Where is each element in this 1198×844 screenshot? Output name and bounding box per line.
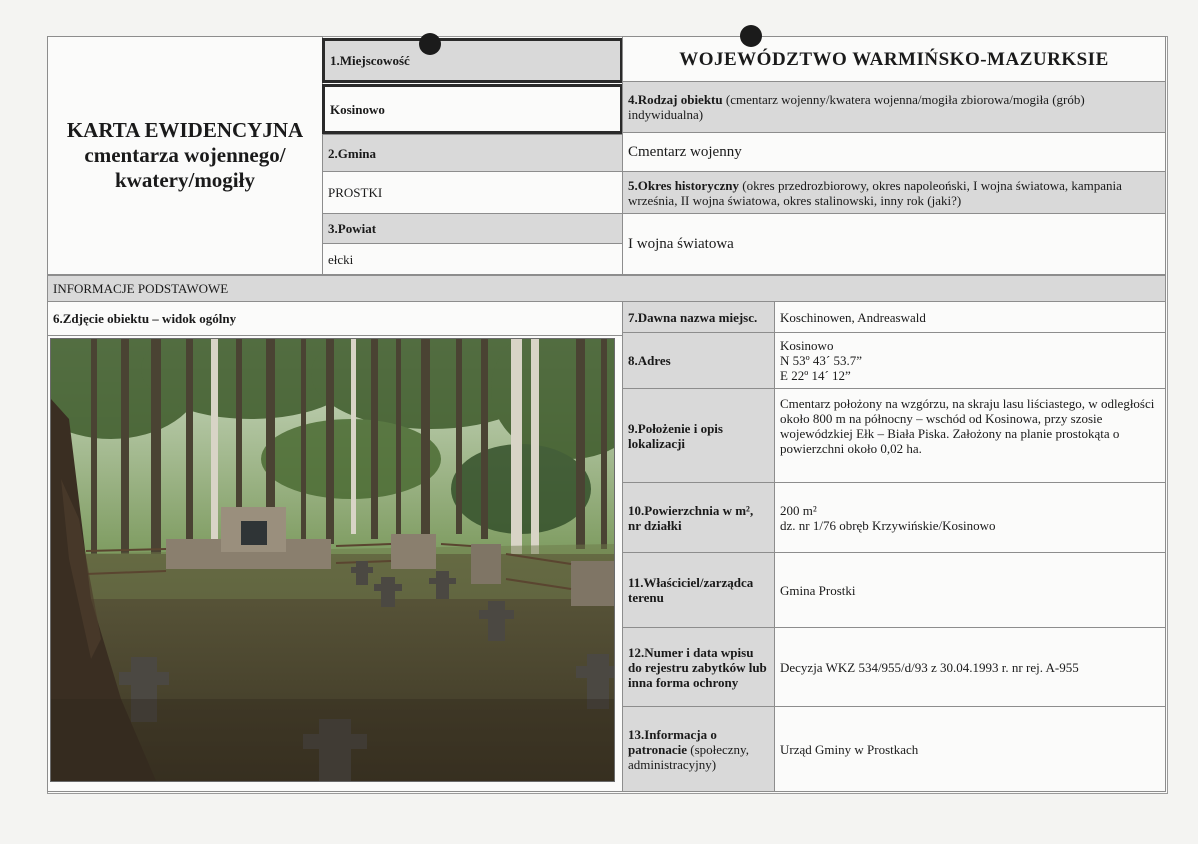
former-name-label: 7.Dawna nazwa miejsc. [622, 301, 775, 333]
patronage-value: Urząd Gminy w Prostkach [774, 706, 1166, 792]
area-label: 10.Powierzchnia w m², nr działki [622, 482, 775, 553]
address-label: 8.Adres [622, 332, 775, 389]
location-value: Cmentarz położony na wzgórzu, na skraju lasu liściastego, w odległości około 800 m na północny – wschód od Kosinowa, przy szosie wojewódzkiej Ełk – Biała Piska. Założony na planie prostokąta o powierzchni około 0,02 ha. [774, 388, 1166, 483]
location-label: 9.Położenie i opis lokalizacji [622, 388, 775, 483]
photo-label: 6.Zdjęcie obiektu – widok ogólny [47, 301, 623, 336]
register-value: Decyzja WKZ 534/955/d/93 z 30.04.1993 r. nr rej. A-955 [774, 627, 1166, 707]
cemetery-photo [50, 338, 615, 782]
card-title-line2: cmentarza wojennego/ [84, 143, 286, 167]
locality-label: 1.Miejscowość [322, 38, 623, 83]
commune-value: PROSTKI [322, 171, 623, 214]
card-title-line3: kwatery/mogiły [115, 168, 255, 192]
commune-label: 2.Gmina [322, 134, 623, 172]
card-title-line1: KARTA EWIDENCYJNA [66, 118, 304, 142]
county-label: 3.Powiat [322, 213, 623, 244]
card-title [47, 36, 323, 275]
owner-value: Gmina Prostki [774, 552, 1166, 628]
owner-label: 11.Właściciel/zarządca terenu [622, 552, 775, 628]
punch-hole-left [419, 33, 441, 55]
patronage-label: 13.Informacja o patronacie (społeczny, administracyjny) [622, 706, 775, 792]
object-type-label: 4.Rodzaj obiektu (cmentarz wojenny/kwatera wojenna/mogiła zbiorowa/mogiła (grób) indywidualna) [622, 81, 1166, 133]
address-value: Kosinowo N 53º 43´ 53.7” E 22º 14´ 12” [774, 332, 1166, 389]
punch-hole-right [740, 25, 762, 47]
locality-value: Kosinowo [322, 84, 623, 134]
county-value: ełcki [322, 243, 623, 275]
basic-info-heading: INFORMACJE PODSTAWOWE [47, 275, 1166, 302]
historical-period-label: 5.Okres historyczny (okres przedrozbiorowy, okres napoleoński, I wojna światowa, kampania września, II wojna światowa, okres stalinowski, inny rok (jaki?) [622, 171, 1166, 214]
voivodeship-heading: WOJEWÓDZTWO WARMIŃSKO-MAZURKSIE [622, 36, 1166, 82]
area-value: 200 m² dz. nr 1/76 obręb Krzywińskie/Kosinowo [774, 482, 1166, 553]
register-label: 12.Numer i data wpisu do rejestru zabytków lub inna forma ochrony [622, 627, 775, 707]
historical-period-value: I wojna światowa [622, 213, 1166, 275]
object-type-value: Cmentarz wojenny [622, 132, 1166, 172]
former-name-value: Koschinowen, Andreaswald [774, 301, 1166, 333]
